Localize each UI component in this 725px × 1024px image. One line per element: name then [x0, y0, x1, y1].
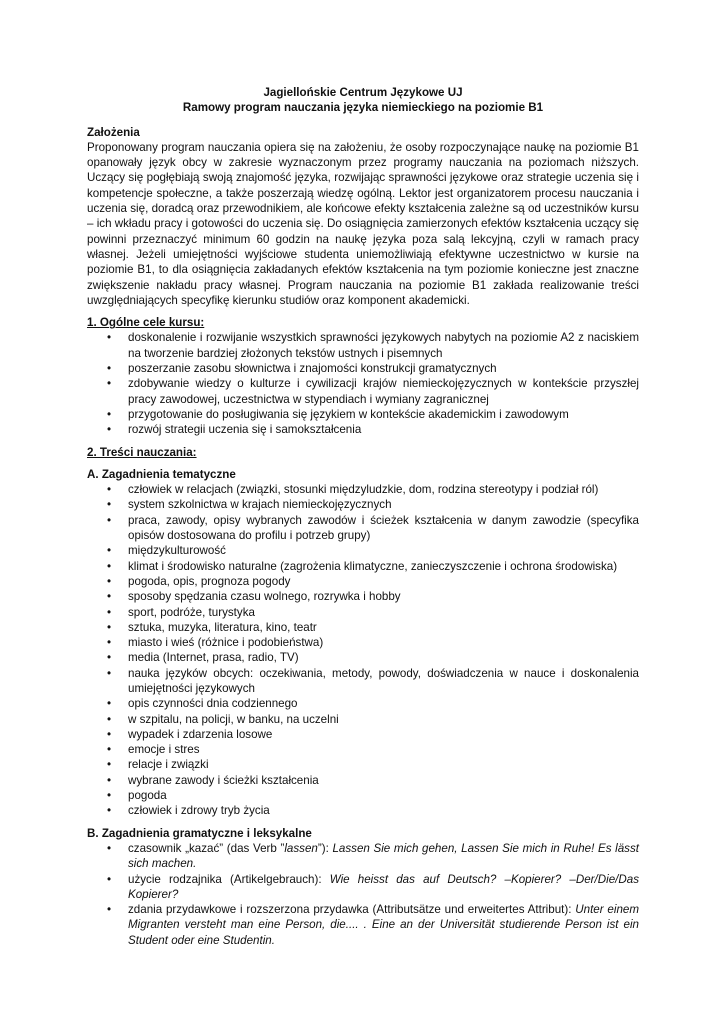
- list-item-text: wybrane zawody i ścieżki kształcenia: [128, 773, 319, 787]
- document-title: Jagiellońskie Centrum Językowe UJ: [263, 86, 463, 99]
- tematyczne-list: [87, 482, 639, 819]
- list-item-text: ”):: [317, 841, 333, 855]
- bullet-icon: •: [107, 666, 112, 680]
- section-heading-cele: 1. Ogólne cele kursu:: [87, 316, 205, 330]
- list-item-text: sposoby spędzania czasu wolnego, rozrywka i hobby: [128, 590, 401, 604]
- bullet-icon: •: [107, 407, 112, 421]
- bullet-icon: •: [107, 789, 112, 803]
- list-item-text: wypadek i zdarzenia losowe: [128, 727, 273, 741]
- list-item-text: czasownik „kazać” (das Verb ”: [128, 841, 285, 855]
- example-text: Lassen Sie mich gehen, Lassen Sie mich in Ruhe! Es lässt sich machen.: [128, 841, 639, 871]
- list-item-text: międzykulturowość: [128, 544, 226, 558]
- example-text: Unter einem Migranten versteht man eine Person, die.... . Eine an der Universität studierende Person ist ein Student oder eine Studentin.: [128, 903, 639, 947]
- list-item: [87, 742, 639, 757]
- list-item-text: opis czynności dnia codziennego: [128, 697, 298, 711]
- list-item-text: nauka języków obcych: oczekiwania, metody, powody, doświadczenia w nauce i doskonalenia umiejętności językowych: [128, 666, 639, 695]
- list-item: [87, 872, 639, 903]
- cele-list: [87, 330, 639, 437]
- bullet-icon: •: [107, 697, 112, 711]
- list-item: [87, 635, 639, 650]
- list-item: [87, 422, 639, 437]
- list-item-text: media (Internet, prasa, radio, TV): [128, 651, 299, 665]
- list-item: [87, 574, 639, 589]
- bullet-icon: •: [107, 903, 112, 917]
- list-item: [87, 841, 639, 872]
- list-item-text: pogoda, opis, prognoza pogody: [128, 574, 291, 588]
- bullet-icon: •: [107, 872, 112, 886]
- bullet-icon: •: [107, 743, 112, 757]
- list-item-text: przygotowanie do posługiwania się językiem w kontekście akademickim i zawodowym: [128, 407, 569, 421]
- section-heading-tresci: 2. Treści nauczania:: [87, 445, 197, 459]
- bullet-icon: •: [107, 804, 112, 818]
- list-item-text: człowiek i zdrowy tryb życia: [128, 804, 270, 818]
- document-subtitle: Ramowy program nauczania języka niemieckiego na poziomie B1: [182, 101, 544, 115]
- bullet-icon: •: [107, 605, 112, 619]
- bullet-icon: •: [107, 841, 112, 855]
- list-item: [87, 788, 639, 803]
- bullet-icon: •: [107, 590, 112, 604]
- list-item: [87, 902, 639, 948]
- list-item: [87, 407, 639, 422]
- list-item-text: zdobywanie wiedzy o kulturze i cywilizacji krajów niemieckojęzycznych w kontekście przyszłej pracy zawodowej, uczestnictwa w stypendiach i wymiany zagranicznej: [128, 377, 639, 406]
- list-item-text: doskonalenie i rozwijanie wszystkich sprawności językowych nabytych na poziomie A2 z naciskiem na tworzenie bardziej złożonych tekstów ustnych i pisemnych: [128, 331, 639, 360]
- bullet-icon: •: [107, 620, 112, 634]
- list-item: [87, 650, 639, 665]
- list-item: [87, 757, 639, 772]
- list-item-text: zdania przydawkowe i rozszerzona przydawka (Attributsätze und erweitertes Attribut):: [128, 903, 576, 917]
- list-item-text: rozwój strategii uczenia się i samokształcenia: [128, 423, 362, 437]
- list-item-text: pogoda: [128, 789, 167, 803]
- bullet-icon: •: [107, 331, 112, 345]
- example-text: lassen: [284, 841, 318, 855]
- zalozenia-paragraph: Proponowany program nauczania opiera się na założeniu, że osoby rozpoczynające naukę na poziomie B1 opanowały język obcy w zakresie wyznaczonym przez programy nauczania na poziomach niższych. Uczący się pogłębiają swoją znajomość języka, rozwijając sprawności językowe oraz strategie uczenia się i kompetencje społeczne, a także poszerzają wiedzę ogólną. Lektor jest organizatorem procesu nauczania i uczenia się, doradcą oraz przewodnikiem, ale końcowe efekty kształcenia zależne są od uczestników kursu – ich wkładu pracy i gotowości do uczenia się. Do osiągnięcia zamierzonych efektów kształcenia uczący się powinni przeznaczyć minimum 60 godzin na naukę języka poza salą lekcyjną, czyli w ramach pracy własnej. Jeżeli umiejętności wyjściowe studenta uniemożliwiają efektywne uczestnictwo w kursie na poziomie B1, to dla osiągnięcia zakładanych efektów kształcenia na tym poziomie konieczne jest znaczne zwiększenie nakładu pracy własnej. Program nauczania na poziomie B1 zakłada realizowanie treści uwzględniających specyfikę kierunku studiów oraz komponent akademicki.: [87, 140, 639, 307]
- list-item: [87, 497, 639, 512]
- list-item: [87, 482, 639, 497]
- list-item: [87, 559, 639, 574]
- list-item-text: relacje i związki: [128, 758, 209, 772]
- list-item: [87, 361, 639, 376]
- section-heading-tematyczne: A. Zagadnienia tematyczne: [87, 467, 236, 481]
- list-item: [87, 773, 639, 788]
- list-item-text: sport, podróże, turystyka: [128, 605, 255, 619]
- list-item-text: miasto i wieś (różnice i podobieństwa): [128, 636, 324, 650]
- list-item-text: użycie rodzajnika (Artikelgebrauch):: [128, 872, 330, 886]
- list-item-text: w szpitalu, na policji, w banku, na uczelni: [128, 712, 339, 726]
- bullet-icon: •: [107, 483, 112, 497]
- bullet-icon: •: [107, 758, 112, 772]
- bullet-icon: •: [107, 727, 112, 741]
- bullet-icon: •: [107, 773, 112, 787]
- bullet-icon: •: [107, 574, 112, 588]
- list-item: [87, 803, 639, 818]
- list-item: [87, 620, 639, 635]
- bullet-icon: •: [107, 377, 112, 391]
- list-item-text: człowiek w relacjach (związki, stosunki międzyludzkie, dom, rodzina stereotypy i podział ról): [128, 483, 599, 497]
- list-item: [87, 589, 639, 604]
- example-text: Wie heisst das auf Deutsch? –Kopierer? –Der/Die/Das Kopierer?: [128, 872, 640, 901]
- list-item-text: klimat i środowisko naturalne (zagrożenia klimatyczne, zanieczyszczenie i ochrona środowiska): [128, 559, 618, 573]
- bullet-icon: •: [107, 712, 112, 726]
- list-item: [87, 712, 639, 727]
- list-item: [87, 376, 639, 407]
- bullet-icon: •: [107, 423, 112, 437]
- list-item: [87, 696, 639, 711]
- list-item-text: sztuka, muzyka, literatura, kino, teatr: [128, 620, 317, 634]
- bullet-icon: •: [107, 362, 112, 376]
- list-item: [87, 330, 639, 361]
- list-item: [87, 513, 639, 544]
- list-item-text: system szkolnictwa w krajach niemieckojęzycznych: [128, 498, 392, 512]
- bullet-icon: •: [107, 651, 112, 665]
- list-item-text: emocje i stres: [128, 743, 200, 757]
- document-content: [87, 85, 639, 955]
- section-heading-gramatyczne: B. Zagadnienia gramatyczne i leksykalne: [87, 826, 312, 840]
- list-item: [87, 666, 639, 697]
- bullet-icon: •: [107, 513, 112, 527]
- bullet-icon: •: [107, 544, 112, 558]
- gramatyczne-list: [87, 841, 639, 948]
- list-item: [87, 727, 639, 742]
- list-item: [87, 543, 639, 558]
- bullet-icon: •: [107, 559, 112, 573]
- list-item: [87, 605, 639, 620]
- section-heading-zalozenia: Założenia: [87, 125, 140, 139]
- bullet-icon: •: [107, 636, 112, 650]
- list-item-text: praca, zawody, opisy wybranych zawodów i ścieżek kształcenia w danym zawodzie (specyfika opisów dostosowana do profilu i potrzeb grupy): [128, 513, 639, 543]
- list-item-text: poszerzanie zasobu słownictwa i znajomości konstrukcji gramatycznych: [128, 362, 497, 376]
- bullet-icon: •: [107, 498, 112, 512]
